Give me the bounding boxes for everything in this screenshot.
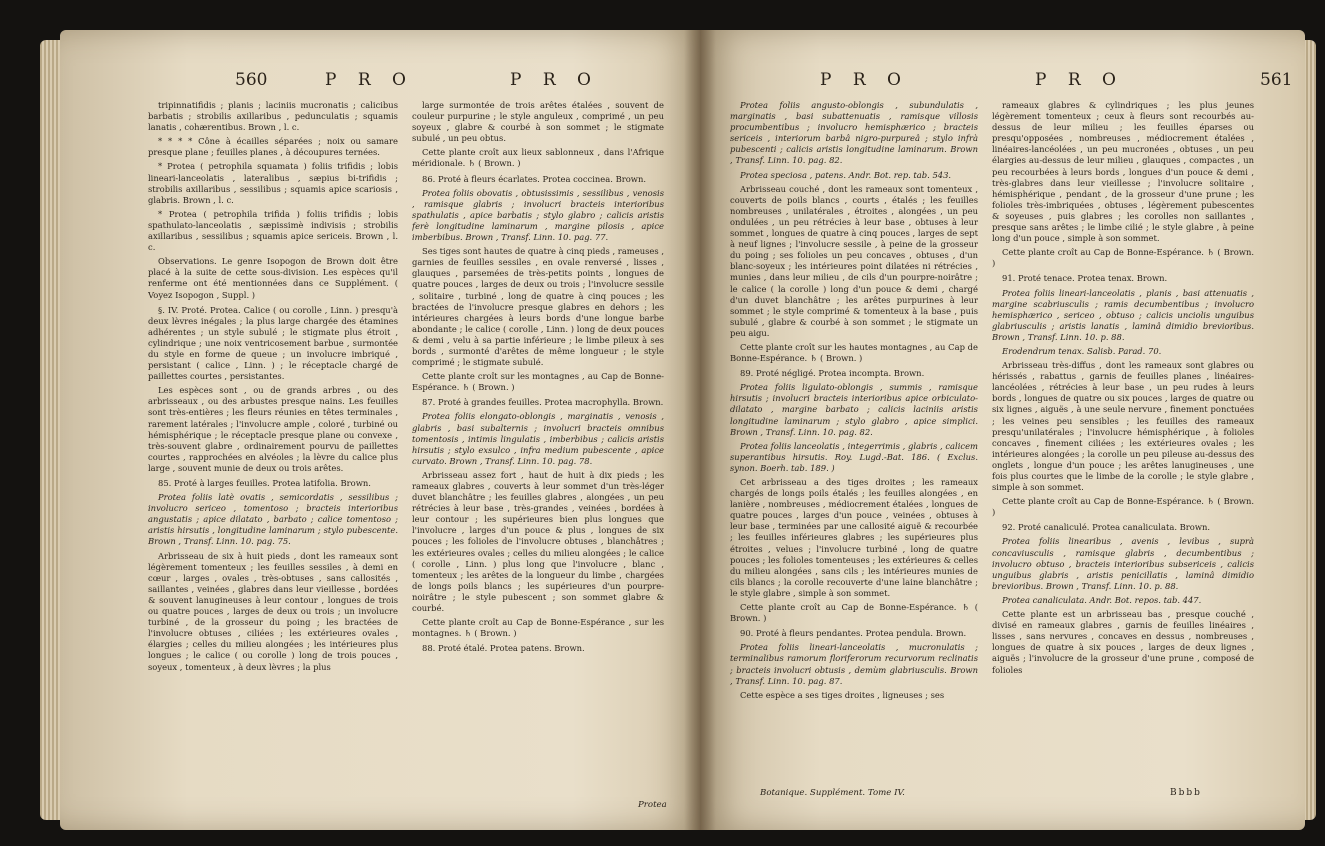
paragraph: Cette plante croît au Cap de Bonne-Espérance. ♄ ( Brown. ) bbox=[992, 247, 1254, 269]
paragraph: Protea foliis latè ovatis , semicordatis , sessilibus ; involucro sericeo , tomentoso ; bracteis interioribus angustatis ; apice dilatato , barbato ; calice tomentoso ; aristis hirsutis , longitudine laminarum ; stylo pubescente. Brown , Transf. Linn. 10. pag. 75. bbox=[148, 492, 398, 547]
paragraph: Cette plante croît aux lieux sablonneux , dans l'Afrique méridionale. ♄ ( Brown. ) bbox=[412, 147, 664, 169]
paragraph: Protea foliis lineari-lanceolatis , planis , basi attenuatis , margine scabriusculis ; ramis decumbentibus ; involucro hemisphærico , sericeo , obtuso ; calicis unciolis unguibus glabriusculis ; aristis lanatis , laminâ dimidio brevioribus. Brown , Transf. Linn. 10. p. 88. bbox=[992, 287, 1254, 342]
paragraph: tripinnatifidis ; planis ; laciniis mucronatis ; calicibus barbatis ; strobilis axillaribus , pedunculatis ; squamis lanatis , cohærentibus. Brown , l. c. bbox=[148, 100, 398, 133]
paragraph: 87. Proté à grandes feuilles. Protea macrophylla. Brown. bbox=[422, 397, 664, 408]
paragraph: Erodendrum tenax. Salisb. Parad. 70. bbox=[1002, 345, 1162, 356]
right-running-head-a: P R O bbox=[820, 70, 909, 90]
paragraph: Arbrisseau assez fort , haut de huit à dix pieds ; les rameaux glabres , couverts à leur sommet d'un très-léger duvet blanchâtre ; les feuilles glabres , alongées , un peu rétrécies à leur base , très-grandes , veinées , bordées à leur contour ; les supérieures bien plus longues que l'involucre , larges d'un pouce & plus , longues de six pouces ; les folioles de l'involucre obtuses , blanchâtres ; les extérieures ovales ; celles du milieu alongées ; le calice ( corolle , Linn. ) plus long que l'involucre , blanc , tomenteux ; les arêtes de la longueur du limbe , chargées de longs poils blancs ; les supérieures d'un pourpre-noirâtre ; le style pubescent ; son sommet glabre & courbé. bbox=[412, 469, 664, 614]
paragraph: Cette plante est un arbrisseau bas , presque couché , divisé en rameaux glabres , garnis de feuilles linéaires , lisses , sans nervures , concaves en dessus , nombreuses , longues de quatre à six pouces , larges de deux lignes , aiguës ; l'involucre de la grosseur d'une prune , composé de folioles bbox=[992, 609, 1254, 675]
book-gutter bbox=[684, 30, 716, 830]
right-column-1 bbox=[730, 100, 978, 785]
left-column-2 bbox=[412, 100, 664, 790]
right-page-number: 561 bbox=[1260, 70, 1293, 90]
paragraph: Observations. Le genre Isopogon de Brown doit être placé à la suite de cette sous-division. Les espèces qu'il renferme ont été mentionnées dans ce Supplément. ( Voyez Isopogon , Suppl. ) bbox=[148, 256, 398, 300]
left-running-head-b: P R O bbox=[510, 70, 599, 90]
catchword: Protea bbox=[638, 800, 667, 810]
paragraph: 90. Proté à fleurs pendantes. Protea pendula. Brown. bbox=[740, 628, 967, 639]
paragraph: Cette plante croît au Cap de Bonne-Espérance. ♄ ( Brown. ) bbox=[992, 496, 1254, 518]
signature-mark: Bbbb bbox=[1170, 788, 1202, 798]
paragraph: Arbrisseau très-diffus , dont les rameaux sont glabres ou hérissés , rabattus , garnis de feuilles planes , linéaires-lancéolées , rétrécies à leur base , un peu rudes à leurs bords , longues de quatre ou six pouces , larges de quatre ou six lignes , aiguës , à une seule nervure , finement ponctuées ; les veines peu sensibles ; les feuilles des rameaux presqu'unilatérales ; l'involucre hémisphérique , à folioles concaves , finement ciliées ; les extérieures ovales ; les intérieures alongées ; la corolle un peu pileuse au-dessus des onglets , longue d'un pouce ; les arêtes lanugineuses , une fois plus courtes que le limbe de la corolle ; le style glabre , simple à son sommet. bbox=[992, 360, 1254, 493]
paragraph: * Protea ( petrophila squamata ) foliis trifidis ; lobis lineari-lanceolatis , lateralibus , sæpius bi-trifidis ; strobilis axillaribus , sessilibus ; squamis apice scariosis , glabris. Brown , l. c. bbox=[148, 161, 398, 205]
paragraph: Protea foliis linearibus , avenis , levibus , suprà concaviusculis , ramisque glabris , decumbentibus ; involucro obtuso , bracteis interioribus subsericeis , calicis unguibus glabris , aristis penicillatis , laminâ dimidio brevioribus. Brown , Transf. Linn. 10. p. 88. bbox=[992, 536, 1254, 591]
paragraph: §. IV. Proté. Protea. Calice ( ou corolle , Linn. ) presqu'à deux lèvres inégales ; la plus large chargée des étamines adhérentes ; un style subulé ; le stigmate plus étroit , cylindrique ; une noix ventricosement barbue , surmontée du style en forme de queue ; un involucre imbriqué , persistant ( calice , Linn. ) ; le réceptacle chargé de paillettes courtes , persistantes. bbox=[148, 304, 398, 382]
left-column-1 bbox=[148, 100, 398, 815]
paragraph: Cette plante croît sur les montagnes , au Cap de Bonne-Espérance. ♄ ( Brown. ) bbox=[412, 371, 664, 393]
left-running-head-a: P R O bbox=[325, 70, 414, 90]
paragraph: 85. Proté à larges feuilles. Protea latifolia. Brown. bbox=[158, 478, 371, 488]
paragraph: Protea foliis lanceolatis , integerrimis , glabris , calicem superantibus hirsutis. Roy. Lugd.-Bat. 186. ( Exclus. synon. Boerh. tab. 189. ) bbox=[730, 440, 978, 473]
paragraph: Arbrisseau couché , dont les rameaux sont tomenteux , couverts de poils blancs , courts , étalés ; les feuilles nombreuses , unilatérales , étroites , alongées , un peu ondulées , un peu rétrécies à leur base , obtuses à leur sommet , longues de quatre à cinq pouces , larges de sept à neuf lignes ; l'involucre sessile , à peine de la grosseur du poing ; ses folioles un peu concaves , obtuses , d'un blanc-soyeux ; les intérieures point dilatées ni rétrécies , munies , dans leur milieu , de cils d'un pourpre-noirâtre ; le calice ( la corolle ) long d'un pouce & demi , chargé d'un duvet blanchâtre ; les arêtes purpurines à leur sommet ; le style comprimé & tomenteux à la base , puis subulé , glabre & courbé à son sommet ; le stigmate un peu aigu. bbox=[730, 183, 978, 338]
paragraph: * Protea ( petrophila trifida ) foliis trifidis ; lobis spathulato-lanceolatis , sæpissimè indivisis ; strobilis axillaribus , sessilibus ; squamis apice sericeis. Brown , l. c. bbox=[148, 208, 398, 253]
paragraph: Cette plante croît au Cap de Bonne-Espérance. ♄ ( Brown. ) bbox=[730, 602, 978, 624]
paragraph: Les espèces sont , ou de grands arbres , ou des arbrisseaux , ou des arbustes presque nains. Les feuilles sont très-entières ; les fleurs réunies en têtes terminales , rarement latérales ; l'involucre ample , coloré , turbiné ou hémisphérique ; le réceptacle presque plane ou convexe , très-souvent glabre , ordinairement pourvu de paillettes courtes , rapprochées en alvéoles ; la lèvre du calice plus large , souvent munie de deux ou trois arêtes. bbox=[148, 385, 398, 473]
paragraph: Protea foliis angusto-oblongis , subundulatis , marginatis , basi subattenuatis , ramisque villosis procumbentibus ; involucro hemisphærico ; bracteis sericeis , interiorum barbâ nigro-purpureâ ; stylo infrà pubescenti ; calicis aristis longitudine laminarum. Brown , Transf. Linn. 10. pag. 82. bbox=[730, 100, 978, 166]
paragraph: rameaux glabres & cylindriques ; les plus jeunes légèrement tomenteux ; ceux à fleurs sont recourbés au-dessus de leur milieu ; les feuilles éparses ou presqu'opposées , nombreuses , médiocrement étalées , linéaires-lancéolées , un peu mucronées , obtuses , un peu élargies au-dessus de leur milieu , glauques , compactes , un peu recourbées à leurs bords , longues d'un pouce & demi , très-glabres dans leur vieillesse ; l'involucre solitaire , hémisphérique , pendant , de la grosseur d'une prune ; les folioles très-imbriquées , obtuses , légèrement pubescentes & soyeuses , puis glabres ; les corolles non saillantes , presque sans arêtes ; le limbe cilié ; le style glabre , à peine long d'un pouce , simple à son sommet. bbox=[992, 100, 1254, 244]
left-page bbox=[60, 30, 700, 830]
paragraph: Protea speciosa , patens. Andr. Bot. rep. tab. 543. bbox=[740, 169, 952, 180]
paragraph: 91. Proté tenace. Protea tenax. Brown. bbox=[1002, 273, 1168, 284]
paragraph: Cette espèce a ses tiges droites , ligneuses ; ses bbox=[740, 689, 945, 700]
right-running-head-b: P R O bbox=[1035, 70, 1124, 90]
paragraph: Cet arbrisseau a des tiges droites ; les rameaux chargés de longs poils étalés ; les feuilles alongées , en lanière , nombreuses , médiocrement étalées , longues de quatre pouces , larges d'un pouce , veinées , obtuses à leur base , terminées par une callosité aiguë & recourbée ; les feuilles inférieures glabres ; les supérieures plus étroites , velues ; l'involucre turbiné , long de quatre pouces ; les folioles tomenteuses ; les extérieures & celles du milieu alongées , sans cils ; les intérieures munies de cils blancs ; la corolle recouverte d'une laine blanchâtre ; le style glabre , simple à son sommet. bbox=[730, 477, 978, 598]
paragraph: Protea foliis lineari-lanceolatis , mucronulatis ; terminalibus ramorum floriferorum recurvorum reclinatis ; bracteis involucri obtusis , demùm glabriusculis. Brown , Transf. Linn. 10. pag. 87. bbox=[730, 642, 978, 686]
paragraph: large surmontée de trois arêtes étalées , souvent de couleur purpurine ; le style anguleux , comprimé , un peu soyeux , glabre & courbé à son sommet ; le stigmate subulé , un peu obtus. bbox=[412, 100, 664, 144]
paragraph: Protea canaliculata. Andr. Bot. repos. tab. 447. bbox=[1002, 594, 1202, 605]
paragraph: 92. Proté canaliculé. Protea canaliculata. Brown. bbox=[1002, 522, 1211, 533]
paragraph: Ses tiges sont hautes de quatre à cinq pieds , rameuses , garnies de feuilles sessiles , en ovale renversé , lisses , glauques , parsemées de très-petits points , longues de quatre pouces , larges de deux ou trois ; l'involucre sessile , solitaire , turbiné , long de quatre à cinq pouces ; les bractées de l'involucre presque glabres en dehors ; les intérieures chargées à leurs bords d'une longue barbe abondante ; le calice ( corolle , Linn. ) long de deux pouces & demi , velu à sa partie inférieure ; le limbe pileux à ses bords , surmonté d'arêtes de même longueur ; le style comprimé ; le stigmate subulé. bbox=[412, 246, 664, 368]
paragraph: Protea foliis obovatis , obtusissimis , sessilibus , venosis , ramisque glabris ; involucri bracteis interioribus spathulatis , apice barbatis ; stylo glabro ; calicis aristis ferè longitudine laminarum , margine pilosis , apice imberbibus. Brown , Transf. Linn. 10. pag. 77. bbox=[412, 187, 664, 243]
left-page-number: 560 bbox=[235, 70, 268, 90]
paragraph: Cette plante croît sur les hautes montagnes , au Cap de Bonne-Espérance. ♄ ( Brown. ) bbox=[730, 341, 978, 364]
paragraph: * * * * Cône à écailles séparées ; noix ou samare presque plane ; feuilles planes , à découpures ternées. bbox=[148, 136, 398, 158]
right-column-2 bbox=[992, 100, 1254, 790]
right-page bbox=[700, 30, 1305, 830]
paragraph: 88. Proté étalé. Protea patens. Brown. bbox=[422, 643, 585, 654]
paragraph: Protea foliis ligulato-oblongis , summis , ramisque hirsutis ; involucri bracteis interioribus apice orbiculato-dilatato , margine barbato ; calicis laciniis aristis longitudine laminarum ; stylo glabro , apice simplici. Brown , Transf. Linn. 10. pag. 82. bbox=[730, 382, 978, 437]
paragraph: Protea foliis elongato-oblongis , marginatis , venosis , glabris , basi subalternis ; involucri bracteis omnibus tomentosis , intimis lingulatis , imberbibus ; calicis aristis hirsutis ; stylo exsulco , infra medium pubescente , apice curvato. Brown , Transf. Linn. 10. pag. 78. bbox=[412, 411, 664, 466]
paragraph: 86. Proté à fleurs écarlates. Protea coccinea. Brown. bbox=[422, 173, 647, 184]
paragraph: Arbrisseau de six à huit pieds , dont les rameaux sont légèrement tomenteux ; les feuilles sessiles , à demi en cœur , larges , ovales , très-obtuses , sans callosités , saillantes , veinées , glabres dans leur vieillesse , bordées & souvent lanugineuses à leur contour , longues de trois ou quatre pouces , larges de deux ou trois ; un involucre turbiné , de la grosseur du poing ; les bractées de l'involucre obtuses , ciliées ; les extérieures ovales , élargies ; celles du milieu alongées ; les intérieures plus longues ; le calice ( ou corolle ) long de trois pouces , soyeux , tomenteux , à deux lèvres ; la plus bbox=[148, 550, 398, 672]
paragraph: Cette plante croît au Cap de Bonne-Espérance , sur les montagnes. ♄ ( Brown. ) bbox=[412, 617, 664, 639]
volume-footer: Botanique. Supplément. Tome IV. bbox=[760, 788, 905, 798]
paragraph: 89. Proté négligé. Protea incompta. Brown. bbox=[740, 368, 925, 379]
